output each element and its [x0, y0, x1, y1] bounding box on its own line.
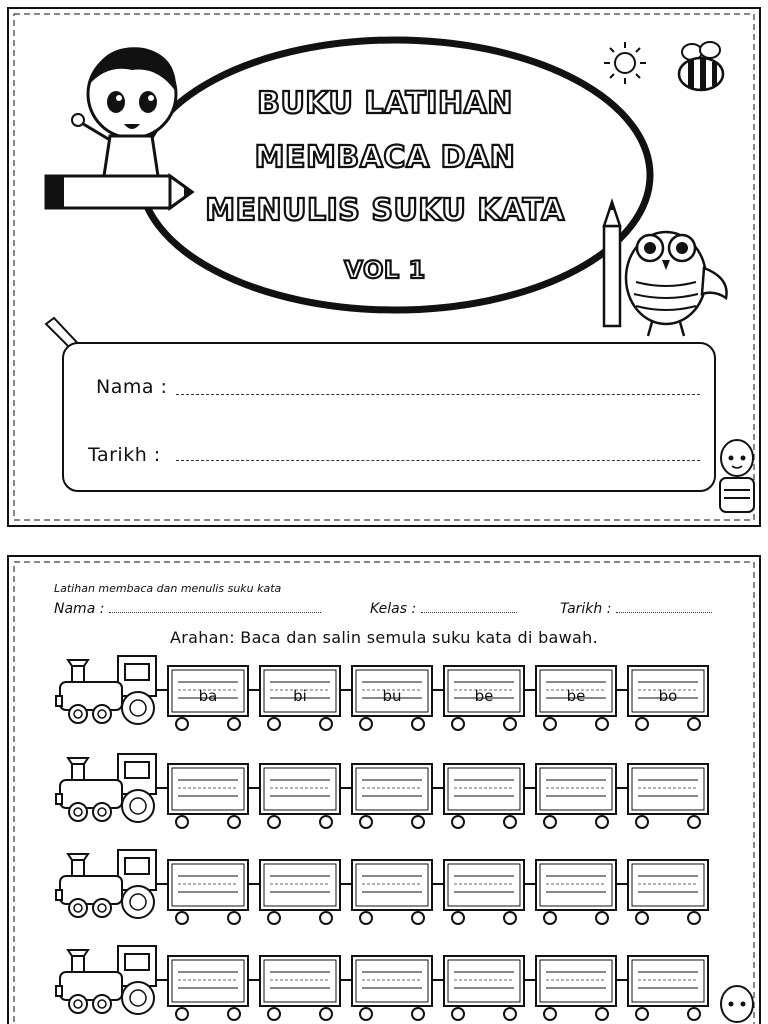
carriage — [524, 956, 616, 1020]
wheel — [320, 1008, 332, 1020]
carriage — [248, 956, 340, 1020]
worksheet-instruction: Arahan: Baca dan salin semula suku kata di bawah. — [170, 628, 598, 647]
wheel — [636, 1008, 648, 1020]
wheel — [412, 718, 424, 730]
wheel — [228, 718, 240, 730]
cover-form-box — [62, 342, 716, 492]
syllable-be-1: be — [474, 687, 494, 705]
carriage — [340, 764, 432, 828]
owl-icon — [596, 198, 736, 344]
carriage — [340, 860, 432, 924]
worksheet-class-label: Kelas : — [370, 601, 417, 617]
wheel — [596, 1008, 608, 1020]
boy-on-pencil-icon — [40, 36, 200, 216]
wheel — [544, 718, 556, 730]
cover-date-field[interactable] — [176, 460, 700, 461]
worksheet-date-label: Tarikh : — [560, 601, 612, 617]
syllable-be-2: be — [566, 687, 586, 705]
worksheet-subtitle: Latihan membaca dan menulis suku kata — [54, 582, 282, 595]
wheel — [596, 718, 608, 730]
carriage — [432, 956, 524, 1020]
cover-name-label: Nama : — [96, 376, 168, 398]
worksheet-name-label: Nama : — [54, 601, 105, 617]
wheel — [544, 1008, 556, 1020]
locomotive-icon — [56, 850, 156, 918]
wheel — [452, 816, 464, 828]
cover-title-line-1: BUKU LATIHAN — [257, 86, 513, 121]
cover-date-label: Tarikh : — [88, 444, 161, 466]
wheel — [360, 816, 372, 828]
wheel — [268, 912, 280, 924]
wheel — [504, 1008, 516, 1020]
cover-volume: VOL 1 — [344, 256, 426, 284]
wheel — [268, 1008, 280, 1020]
wheel — [636, 912, 648, 924]
wheel — [320, 816, 332, 828]
sun-icon — [600, 40, 650, 86]
wheel — [596, 816, 608, 828]
wheel — [360, 718, 372, 730]
wheel — [688, 816, 700, 828]
wheel — [412, 816, 424, 828]
syllable-ba: ba — [198, 687, 218, 705]
carriage — [340, 956, 432, 1020]
wheel — [228, 912, 240, 924]
wheel — [228, 816, 240, 828]
wheel — [596, 912, 608, 924]
wheel — [504, 912, 516, 924]
syllable-bu: bu — [382, 687, 402, 705]
wheel — [412, 912, 424, 924]
wheel — [268, 718, 280, 730]
wheel — [688, 718, 700, 730]
carriage — [156, 764, 248, 828]
wheel — [688, 1008, 700, 1020]
wheel — [544, 912, 556, 924]
carriage — [432, 764, 524, 828]
wheel — [360, 912, 372, 924]
cover-title-line-3: MENULIS SUKU KATA — [205, 193, 565, 228]
wheel — [504, 718, 516, 730]
carriage — [616, 860, 708, 924]
carriage — [432, 860, 524, 924]
locomotive-icon — [56, 754, 156, 822]
wheel — [412, 1008, 424, 1020]
cover-title-line-2: MEMBACA DAN — [254, 140, 516, 175]
bee-icon — [674, 38, 730, 96]
wheel — [636, 816, 648, 828]
wheel — [228, 1008, 240, 1020]
carriage — [524, 764, 616, 828]
cover-name-field[interactable] — [176, 394, 700, 395]
wheel — [452, 1008, 464, 1020]
mascot-logo-icon — [714, 438, 760, 518]
wheel — [452, 718, 464, 730]
wheel — [176, 816, 188, 828]
carriage — [156, 956, 248, 1020]
wheel — [320, 912, 332, 924]
wheel — [544, 816, 556, 828]
train-row — [56, 850, 708, 924]
train-rows — [0, 548, 768, 1024]
syllable-bi: bi — [293, 687, 307, 705]
wheel — [688, 912, 700, 924]
carriage — [616, 764, 708, 828]
wheel — [268, 816, 280, 828]
locomotive-icon — [56, 946, 156, 1014]
carriage — [248, 764, 340, 828]
train-row — [56, 754, 708, 828]
wheel — [176, 718, 188, 730]
carriage — [524, 860, 616, 924]
wheel — [636, 718, 648, 730]
wheel — [176, 912, 188, 924]
train-row — [56, 946, 708, 1020]
wheel — [360, 1008, 372, 1020]
wheel — [320, 718, 332, 730]
carriage — [156, 860, 248, 924]
carriage — [248, 860, 340, 924]
mascot-logo-icon-small — [714, 984, 760, 1024]
carriage — [616, 956, 708, 1020]
wheel — [176, 1008, 188, 1020]
locomotive-icon — [56, 656, 156, 724]
syllable-bo: bo — [658, 687, 678, 705]
worksheet-page — [0, 548, 768, 1024]
wheel — [452, 912, 464, 924]
wheel — [504, 816, 516, 828]
